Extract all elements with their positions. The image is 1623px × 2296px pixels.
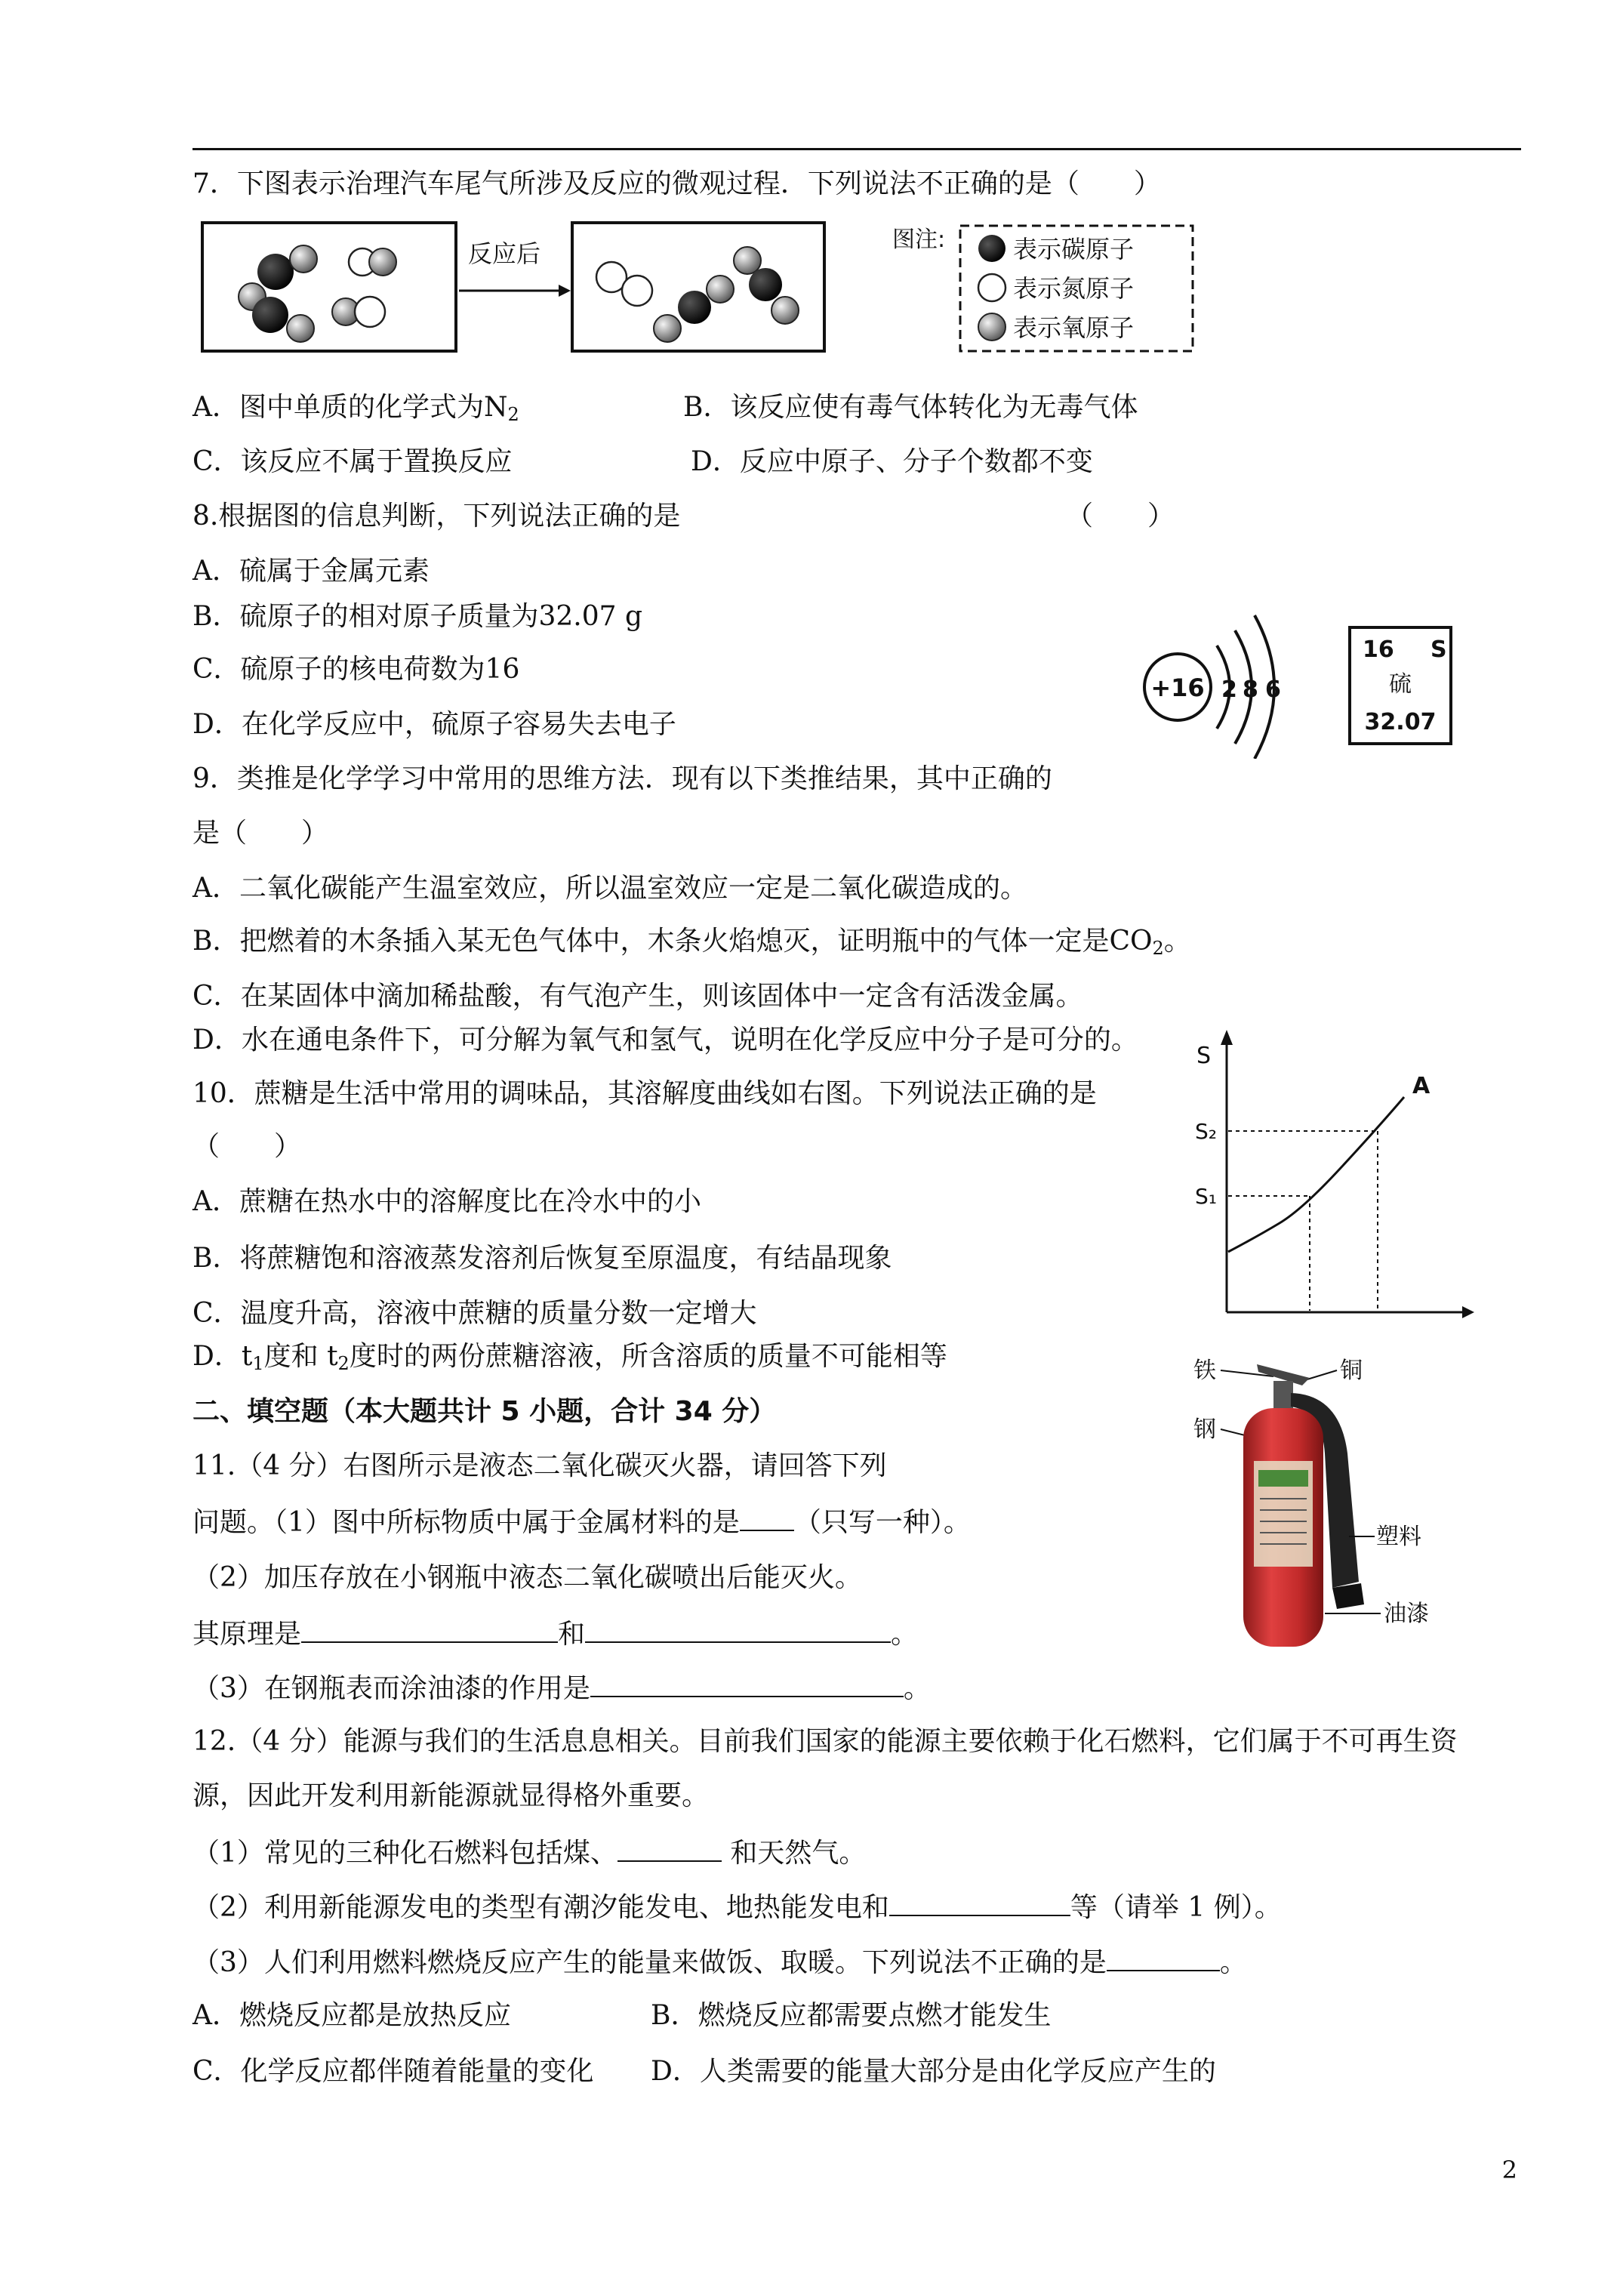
solubility-curve [1228,1097,1404,1252]
q7-option-d: D．反应中原子、分子个数都不变 [691,446,1093,477]
y-axis-label: S [1196,1043,1212,1069]
q10-stem: 10．蔗糖是生活中常用的调味品，其溶解度曲线如右图。下列说法正确的是 [192,1078,1097,1109]
q12-line1: 12.（4 分）能源与我们的生活息息相关。目前我们国家的能源主要依赖于化石燃料，它们属于不可再生资 [192,1726,1458,1757]
q9-option-c: C．在某固体中滴加稀盐酸，有气泡产生，则该固体中一定含有活泼金属。 [192,981,1083,1012]
q12-sub1: （1）常见的三种化石燃料包括煤、 和天然气。 [192,1835,866,1870]
svg-text:表示碳原子: 表示碳原子 [1013,235,1135,264]
curve-label: A [1412,1073,1431,1099]
answer-blank [301,1616,558,1643]
q11-line1: 11.（4 分）右图所示是液态二氧化碳灭火器，请回答下列 [192,1450,887,1481]
carbon-atom-icon [978,235,1006,262]
page-number: 2 [1501,2156,1517,2184]
q7-stem: 7．下图表示治理汽车尾气所涉及反应的微观过程．下列说法不正确的是（ ） [192,168,1161,199]
svg-text:表示氮原子: 表示氮原子 [1013,274,1135,303]
q11-line2: 问题。（1）图中所标物质中属于金属材料的是 （只写一种）。 [192,1504,971,1539]
answer-blank [590,1670,904,1697]
q10-option-b: B．将蔗糖饱和溶液蒸发溶剂后恢复至原温度，有结晶现象 [192,1243,892,1274]
q7-option-a: A．图中单质的化学式为$N_2$ [192,392,519,425]
svg-text:8: 8 [1243,676,1258,703]
fire-extinguisher-illustration [1189,1348,1483,1657]
svg-text:2: 2 [1221,676,1237,703]
q12-option-a: A．燃烧反应都是放热反应 [192,2000,511,2031]
q10-option-a: A．蔗糖在热水中的溶解度比在冷水中的小 [192,1186,701,1217]
q9-option-a: A．二氧化碳能产生温室效应，所以温室效应一定是二氧化碳造成的。 [192,873,1027,904]
q12-option-b: B．燃烧反应都需要点燃才能发生 [651,2000,1052,2031]
q11-line3: （2）加压存放在小钢瓶中液态二氧化碳喷出后能灭火。 [192,1562,862,1593]
section-title: 二、填空题（本大题共计 5 小题，合计 34 分） [192,1396,777,1427]
svg-text:反应后: 反应后 [468,239,541,268]
header-rule [192,148,1521,150]
q8-option-c: C．硫原子的核电荷数为16 [192,654,520,685]
q10-option-c: C．温度升高，溶液中蔗糖的质量分数一定增大 [192,1298,757,1329]
reaction-arrow [459,239,571,297]
q7-option-c: C．该反应不属于置换反应 [192,446,513,477]
reactants-box [202,223,456,351]
q11-line5: （3）在钢瓶表而涂油漆的作用是 。 [192,1670,931,1706]
sulfur-atom-structure [1132,600,1336,759]
svg-text:表示氧原子: 表示氧原子 [1013,313,1135,342]
oxygen-atom-icon [978,313,1006,341]
svg-text:S: S [1431,636,1447,663]
svg-text:32.07: 32.07 [1364,709,1437,735]
products-box [572,223,824,351]
q10-bracket: （ ） [192,1131,302,1162]
q7-option-b: B．该反应使有毒气体转化为无毒气体 [683,392,1138,423]
q12-option-d: D．人类需要的能量大部分是由化学反应产生的 [651,2056,1216,2087]
q7-reaction-diagram [198,215,1209,359]
svg-text:油漆: 油漆 [1384,1601,1429,1627]
svg-text:铜: 铜 [1340,1358,1363,1384]
answer-blank [617,1835,722,1862]
q12-sub3: （3）人们利用燃料燃烧反应产生的能量来做饭、取暖。下列说法不正确的是 。 [192,1944,1247,1980]
svg-text:6: 6 [1265,676,1281,703]
svg-text:16: 16 [1363,636,1394,663]
q11-line4: 其原理是 和 。 [192,1616,918,1651]
s2-label: S₂ [1195,1119,1217,1144]
svg-text:+16: +16 [1150,673,1205,702]
q12-line2: 源，因此开发利用新能源就显得格外重要。 [192,1780,710,1811]
q9-stem-cont: 是（ ） [192,818,329,849]
answer-blank [889,1889,1070,1916]
q12-option-c: C．化学反应都伴随着能量的变化 [192,2056,594,2087]
q12-sub2: （2）利用新能源发电的类型有潮汐能发电、地热能发电和 等（请举 1 例）。 [192,1889,1282,1925]
nitrogen-atom-icon [978,274,1006,301]
svg-text:塑料: 塑料 [1376,1524,1421,1550]
solubility-curve-graph [1189,1025,1476,1327]
legend [892,226,1193,351]
answer-blank [585,1616,891,1643]
q8-bracket: （ ） [1066,501,1175,532]
s1-label: S₁ [1195,1184,1217,1209]
sulfur-element-card [1347,625,1453,746]
q8-option-b: B．硫原子的相对原子质量为32.07 g [192,601,643,632]
svg-text:钢: 钢 [1193,1416,1216,1443]
answer-blank [1107,1944,1220,1971]
svg-text:图注:: 图注: [892,227,946,253]
q9-option-b: B．把燃着的木条插入某无色气体中，木条火焰熄灭，证明瓶中的气体一定是$CO_2$。 [192,926,1191,959]
svg-text:硫: 硫 [1389,671,1412,698]
q9-option-d: D．水在通电条件下，可分解为氧气和氢气，说明在化学反应中分子是可分的。 [192,1025,1138,1056]
q8-stem: 8.根据图的信息判断，下列说法正确的是 [192,501,681,532]
q8-option-a: A．硫属于金属元素 [192,556,430,587]
svg-text:铁: 铁 [1193,1358,1216,1384]
q8-option-d: D．在化学反应中，硫原子容易失去电子 [192,709,676,740]
q9-stem: 9．类推是化学学习中常用的思维方法．现有以下类推结果，其中正确的 [192,763,1052,794]
q10-option-d: D．$t_1$度和 $t_2$度时的两份蔗糖溶液，所含溶质的质量不可能相等 [192,1341,947,1374]
